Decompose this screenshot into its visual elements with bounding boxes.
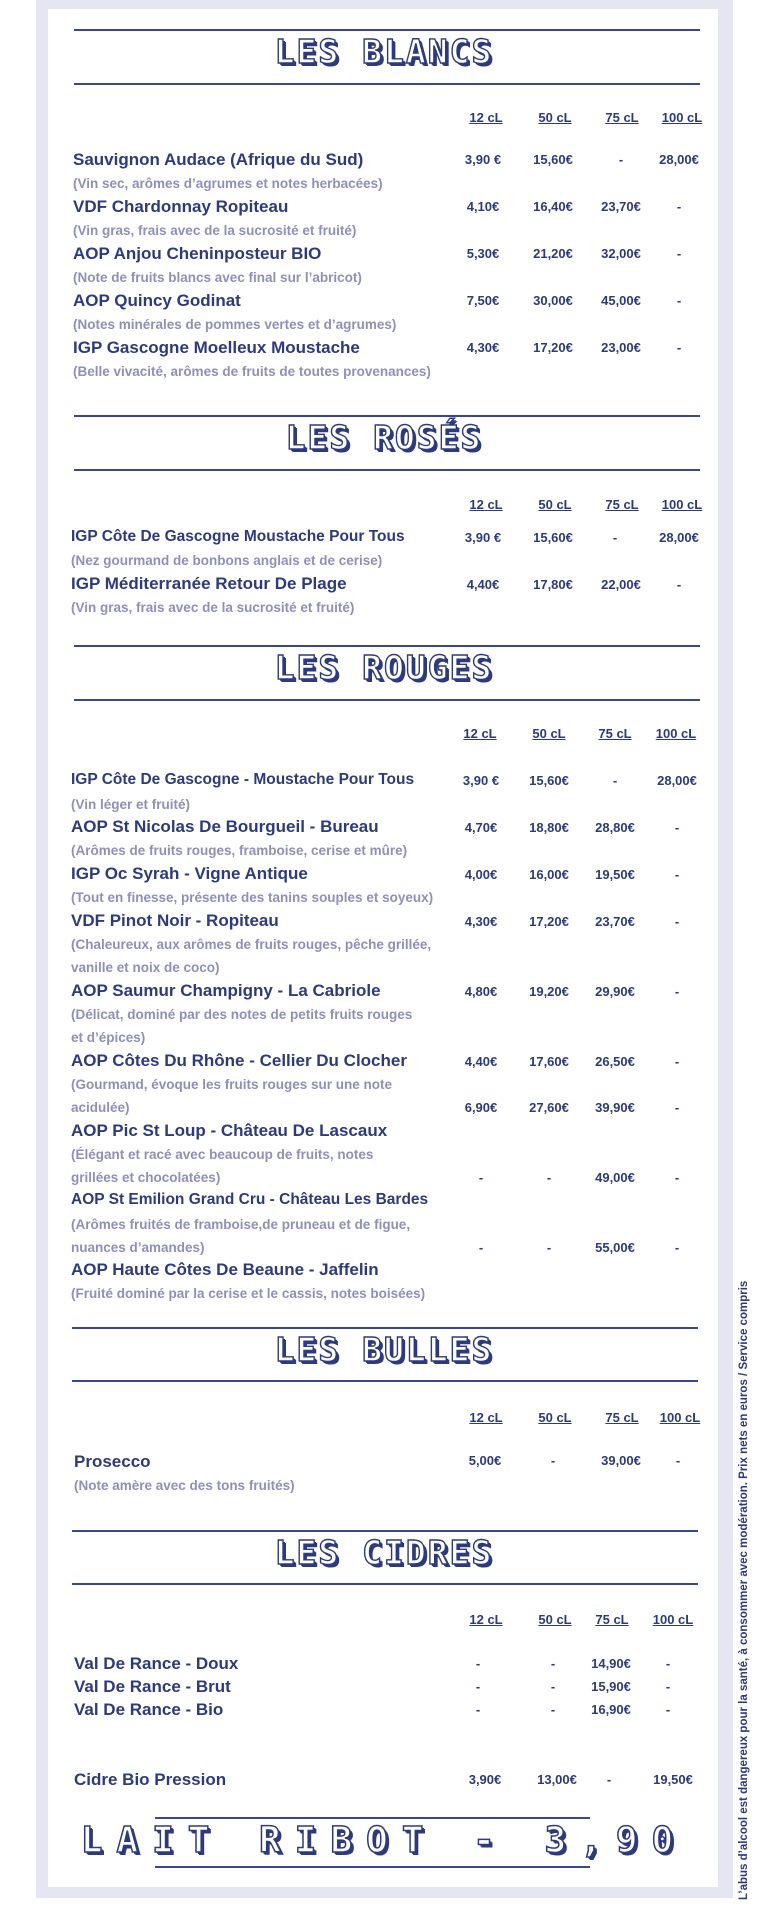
price-100cl: -: [676, 246, 682, 261]
price-100cl: -: [676, 293, 682, 308]
price-75cl: -: [606, 1772, 612, 1787]
header-12cl: 12 cL: [469, 1612, 503, 1627]
wine-desc: et d’épices): [71, 1030, 146, 1045]
wine-name: VDF Chardonnay Ropiteau: [73, 197, 289, 216]
price-75cl: 23,00€: [601, 340, 641, 355]
price-75cl: 16,90€: [591, 1702, 631, 1717]
header-100cl: 100 cL: [655, 726, 697, 741]
price-100cl: -: [674, 1100, 680, 1115]
divider: [155, 1817, 590, 1819]
price-50cl: -: [550, 1656, 556, 1671]
price-75cl: 32,00€: [601, 246, 641, 261]
wine-name: AOP Côtes Du Rhône - Cellier Du Clocher: [71, 1051, 407, 1070]
price-50cl: -: [550, 1453, 556, 1468]
divider: [74, 29, 700, 31]
price-100cl: -: [674, 1240, 680, 1255]
price-75cl: -: [618, 152, 624, 167]
divider: [74, 699, 700, 701]
header-75cl: 75 cL: [598, 726, 632, 741]
wine-desc: (Arômes de fruits rouges, framboise, cerise et mûre): [71, 843, 408, 858]
wine-desc: (Vin léger et fruité): [71, 797, 191, 812]
cider-name: Val De Rance - Bio: [74, 1700, 224, 1719]
price-12cl: 4,80€: [464, 984, 498, 999]
header-100cl: 100 cL: [661, 110, 703, 125]
wine-desc: (Belle vivacité, arômes de fruits de toutes provenances): [73, 364, 431, 379]
wine-name: AOP St Emilion Grand Cru - Château Les Bardes: [71, 1191, 429, 1208]
price-50cl: -: [546, 1170, 552, 1185]
price-75cl: 28,80€: [595, 820, 635, 835]
price-12cl: 5,00€: [468, 1453, 502, 1468]
price-12cl: 4,40€: [464, 1054, 498, 1069]
price-75cl: 23,70€: [595, 914, 635, 929]
price-12cl: -: [475, 1702, 481, 1717]
section-title-roses: LES ROSÉS: [285, 418, 483, 457]
header-100cl: 100 cL: [659, 1410, 701, 1425]
cider-name: Val De Rance - Brut: [74, 1677, 231, 1696]
price-100cl: -: [665, 1679, 671, 1694]
wine-desc: (Vin gras, frais avec de la sucrosité et fruité): [73, 223, 357, 238]
price-50cl: 15,60€: [529, 773, 569, 788]
price-12cl: -: [478, 1170, 484, 1185]
price-100cl: -: [674, 820, 680, 835]
price-50cl: 15,60€: [533, 530, 573, 545]
price-75cl: 49,00€: [595, 1170, 635, 1185]
header-12cl: 12 cL: [469, 1410, 503, 1425]
wine-name: IGP Côte De Gascogne Moustache Pour Tous: [71, 528, 405, 545]
wine-desc: (Élégant et racé avec beaucoup de fruits, notes: [71, 1147, 374, 1162]
wine-name: AOP Anjou Cheninposteur BIO: [73, 244, 322, 263]
wine-name: Sauvignon Audace (Afrique du Sud): [73, 150, 364, 169]
section-title-bulles: LES BULLES: [274, 1330, 494, 1369]
price-12cl: 5,30€: [466, 246, 500, 261]
price-12cl: 3,90 €: [464, 530, 502, 545]
divider: [155, 1866, 590, 1868]
wine-desc: (Note de fruits blancs avec final sur l’abricot): [73, 270, 362, 285]
wine-desc: grillées et chocolatées): [71, 1170, 221, 1185]
price-100cl: -: [676, 340, 682, 355]
price-75cl: 29,90€: [595, 984, 635, 999]
price-75cl: 22,00€: [601, 577, 641, 592]
price-50cl: 17,60€: [529, 1054, 569, 1069]
price-100cl: -: [675, 1453, 681, 1468]
price-75cl: -: [612, 530, 618, 545]
price-12cl: 4,00€: [464, 867, 498, 882]
price-50cl: 17,20€: [529, 914, 569, 929]
divider: [72, 1530, 698, 1532]
price-50cl: 18,80€: [529, 820, 569, 835]
section-title-blancs: LES BLANCS: [274, 32, 494, 71]
header-75cl: 75 cL: [595, 1612, 629, 1627]
wine-desc: (Notes minérales de pommes vertes et d’agrumes): [73, 317, 397, 332]
wine-name: IGP Méditerranée Retour De Plage: [71, 574, 347, 593]
price-12cl: 4,70€: [464, 820, 498, 835]
price-75cl: 26,50€: [595, 1054, 635, 1069]
price-75cl: 39,90€: [595, 1100, 635, 1115]
header-12cl: 12 cL: [469, 110, 503, 125]
price-12cl: 7,50€: [466, 293, 500, 308]
price-100cl: 28,00€: [659, 152, 699, 167]
legal-notice: L’abus d’alcool est dangereux pour la santé, à consommer avec modération. Prix nets en euros / Service compris: [738, 1280, 750, 1900]
header-50cl: 50 cL: [538, 497, 572, 512]
wine-desc: (Arômes fruités de framboise,de pruneau et de figue,: [71, 1217, 411, 1232]
divider: [72, 1380, 698, 1382]
wine-name: IGP Oc Syrah - Vigne Antique: [71, 864, 308, 883]
wine-desc: (Note amère avec des tons fruités): [74, 1478, 295, 1493]
wine-name: AOP Saumur Champigny - La Cabriole: [71, 981, 381, 1000]
price-75cl: 23,70€: [601, 199, 641, 214]
price-100cl: -: [665, 1656, 671, 1671]
divider: [72, 1327, 698, 1329]
header-50cl: 50 cL: [538, 110, 572, 125]
price-50cl: 17,80€: [533, 577, 573, 592]
header-12cl: 12 cL: [463, 726, 497, 741]
price-50cl: 16,40€: [533, 199, 573, 214]
price-12cl: 4,10€: [466, 199, 500, 214]
header-75cl: 75 cL: [605, 110, 639, 125]
price-75cl: -: [612, 773, 618, 788]
price-100cl: 28,00€: [659, 530, 699, 545]
wine-name: IGP Gascogne Moelleux Moustache: [73, 338, 360, 357]
wine-name: AOP Haute Côtes De Beaune - Jaffelin: [71, 1260, 379, 1279]
price-75cl: 39,00€: [601, 1453, 641, 1468]
header-50cl: 50 cL: [538, 1410, 572, 1425]
header-75cl: 75 cL: [605, 497, 639, 512]
wine-desc: (Gourmand, évoque les fruits rouges sur une note: [71, 1077, 393, 1092]
price-12cl: 3,90 €: [464, 152, 502, 167]
header-100cl: 100 cL: [652, 1612, 694, 1627]
wine-desc: (Délicat, dominé par des notes de petits fruits rouges: [71, 1007, 413, 1022]
divider: [74, 469, 700, 471]
price-12cl: -: [475, 1656, 481, 1671]
section-title-rouges: LES ROUGES: [274, 648, 494, 687]
price-50cl: 17,20€: [533, 340, 573, 355]
header-50cl: 50 cL: [532, 726, 566, 741]
wine-name: VDF Pinot Noir - Ropiteau: [71, 911, 279, 930]
price-12cl: -: [475, 1679, 481, 1694]
section-title-cidres: LES CIDRES: [274, 1533, 494, 1572]
wine-desc: (Tout en finesse, présente des tanins souples et soyeux): [71, 890, 434, 905]
wine-name: AOP Pic St Loup - Château De Lascaux: [71, 1121, 388, 1140]
price-75cl: 45,00€: [601, 293, 641, 308]
price-12cl: 4,30€: [466, 340, 500, 355]
header-100cl: 100 cL: [661, 497, 703, 512]
wine-desc: (Fruité dominé par la cerise et le cassis, notes boisées): [71, 1286, 426, 1301]
price-12cl: 4,40€: [466, 577, 500, 592]
cider-name: Val De Rance - Doux: [74, 1654, 239, 1673]
price-100cl: -: [674, 1054, 680, 1069]
wine-name: Prosecco: [74, 1452, 151, 1471]
wine-name: AOP St Nicolas De Bourgueil - Bureau: [71, 817, 379, 836]
price-50cl: -: [550, 1702, 556, 1717]
price-100cl: -: [676, 199, 682, 214]
price-100cl: -: [674, 914, 680, 929]
price-100cl: 19,50€: [653, 1772, 693, 1787]
wine-name: AOP Quincy Godinat: [73, 291, 241, 310]
divider: [74, 645, 700, 647]
price-12cl: 4,30€: [464, 914, 498, 929]
lait-ribot-banner: LAIT RIBOT - 3,90: [80, 1820, 688, 1861]
price-50cl: 27,60€: [529, 1100, 569, 1115]
wine-desc: vanille et noix de coco): [71, 960, 220, 975]
price-50cl: 30,00€: [533, 293, 573, 308]
wine-desc: (Chaleureux, aux arômes de fruits rouges, pêche grillée,: [71, 937, 432, 952]
price-50cl: -: [546, 1240, 552, 1255]
price-12cl: 3,90 €: [462, 773, 500, 788]
price-100cl: 28,00€: [657, 773, 697, 788]
divider: [72, 1583, 698, 1585]
wine-desc: acidulée): [71, 1100, 130, 1115]
divider: [74, 415, 700, 417]
price-100cl: -: [674, 1170, 680, 1185]
price-75cl: 14,90€: [591, 1656, 631, 1671]
wine-name: IGP Côte De Gascogne - Moustache Pour Tous: [71, 771, 415, 788]
price-100cl: -: [676, 577, 682, 592]
cider-name: Cidre Bio Pression: [74, 1770, 227, 1789]
wine-desc: (Nez gourmand de bonbons anglais et de cerise): [71, 553, 383, 568]
price-12cl: 3,90€: [468, 1772, 502, 1787]
header-50cl: 50 cL: [538, 1612, 572, 1627]
header-12cl: 12 cL: [469, 497, 503, 512]
price-75cl: 19,50€: [595, 867, 635, 882]
price-75cl: 55,00€: [595, 1240, 635, 1255]
price-50cl: 16,00€: [529, 867, 569, 882]
price-75cl: 15,90€: [591, 1679, 631, 1694]
divider: [74, 83, 700, 85]
price-100cl: -: [674, 984, 680, 999]
price-100cl: -: [665, 1702, 671, 1717]
price-50cl: -: [550, 1679, 556, 1694]
wine-desc: (Vin gras, frais avec de la sucrosité et fruité): [71, 600, 355, 615]
header-75cl: 75 cL: [605, 1410, 639, 1425]
wine-desc: (Vin sec, arômes d’agrumes et notes herbacées): [73, 176, 383, 191]
price-100cl: -: [674, 867, 680, 882]
price-12cl: -: [478, 1240, 484, 1255]
price-50cl: 19,20€: [529, 984, 569, 999]
price-50cl: 15,60€: [533, 152, 573, 167]
wine-desc: nuances d’amandes): [71, 1240, 205, 1255]
price-50cl: 21,20€: [533, 246, 573, 261]
price-12cl: 6,90€: [464, 1100, 498, 1115]
price-50cl: 13,00€: [537, 1772, 577, 1787]
